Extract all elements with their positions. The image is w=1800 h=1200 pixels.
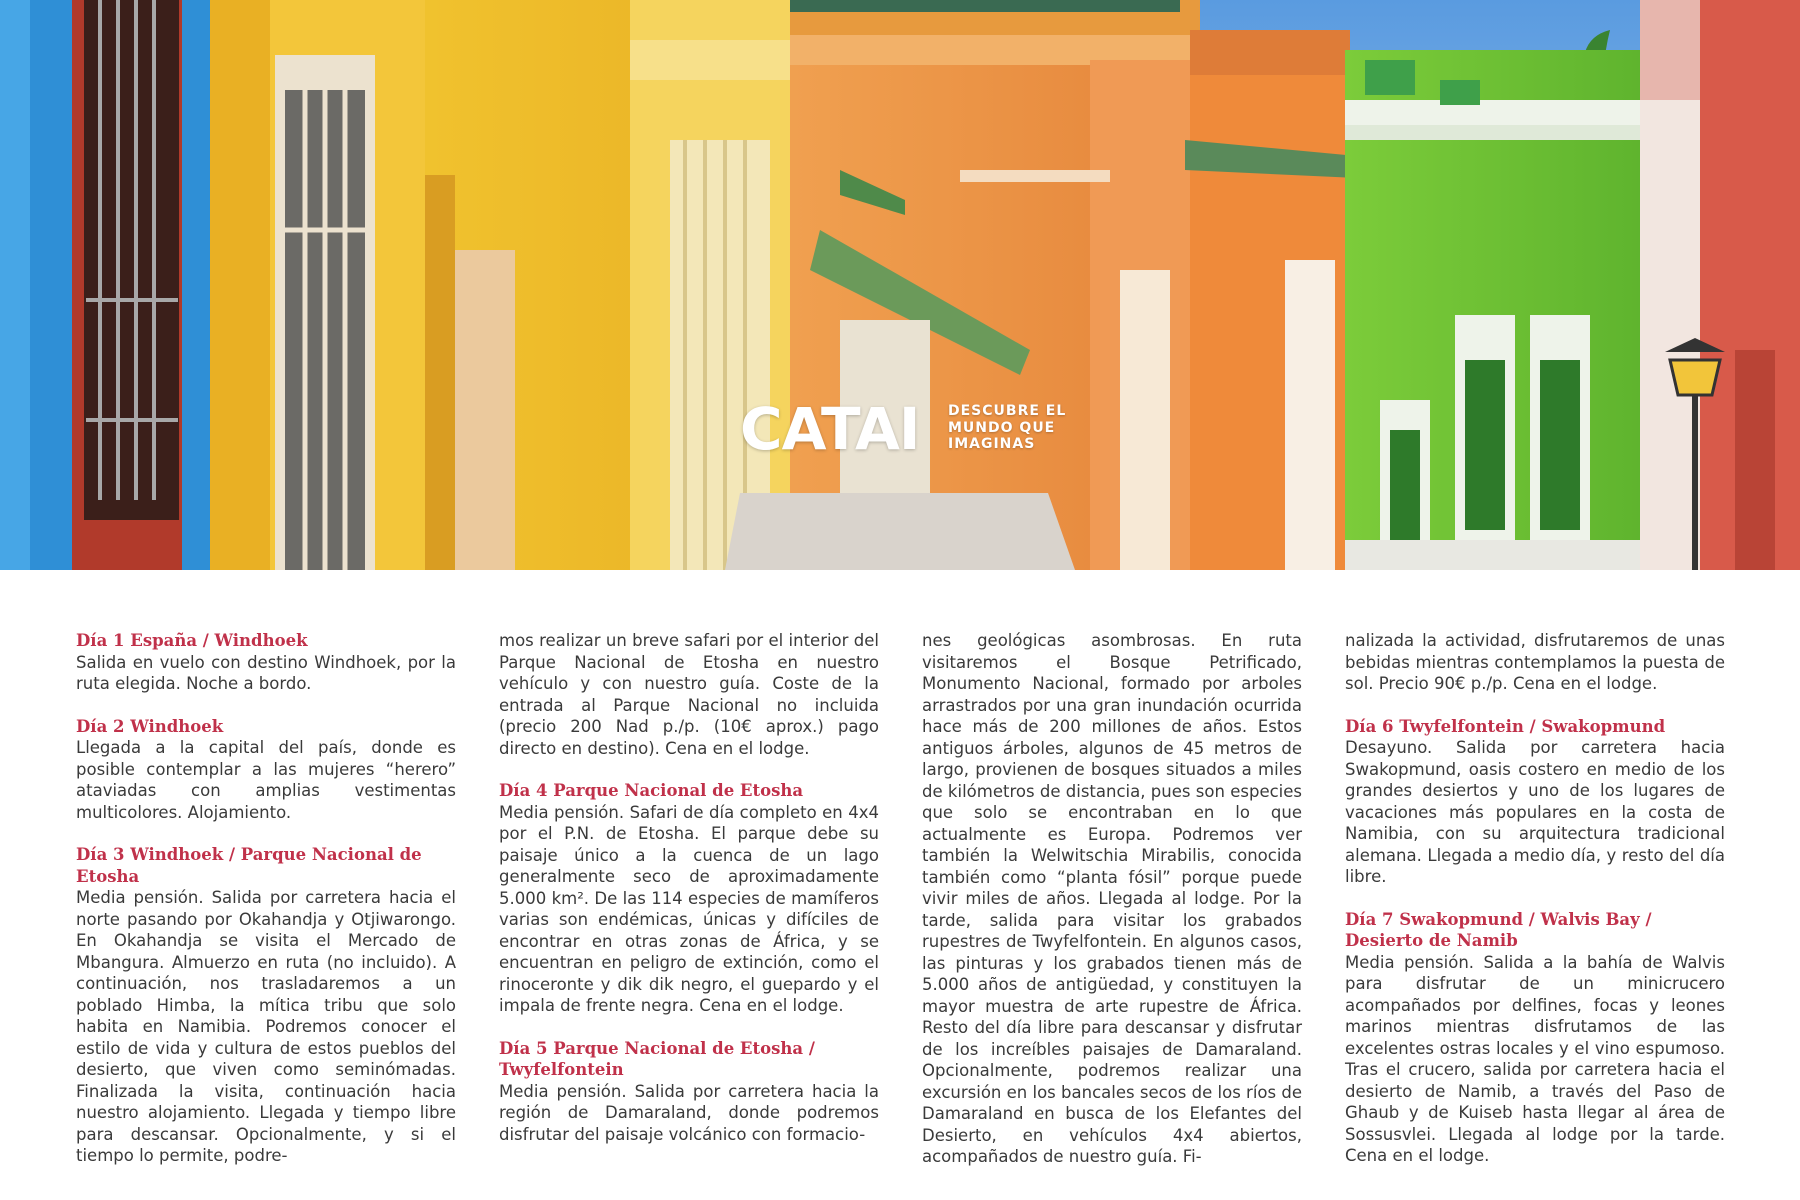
day-text: Media pensión. Salida a la bahía de Walvis para disfrutar de un minicrucero acompañados por delfines, focas y leones marinos mientras disfrutamos de las excelentes ostras locales y el vino espumoso. Tras el crucero, salida por carretera hacia el desierto de Namib, a través del Paso de Ghaub y de Kuiseb hasta llegar al área de Sossusvlei. Llegada al lodge por la tarde. Cena en el lodge. (1345, 952, 1725, 1165)
day-text: Llegada a la capital del país, donde es posible contemplar a las mujeres “herero” ataviadas con amplias vestimentas multicolores. Alojamiento. (76, 738, 456, 822)
day-text: Media pensión. Safari de día completo en 4x4 por el P.N. de Etosha. El parque debe su paisaje único a la cuenca de un lago generalmente seco de aproximadamente 5.000 km². De las 114 especies de mamíferos varias son endémicas, únicas y difíciles de encontrar en otras zonas de África, y se encuentran en peligro de extinción, como el rinoceronte y dik dik negro, el guepardo y el impala de frente negra. Cena en el lodge. (499, 802, 879, 1015)
tagline-line: MUNDO QUE (948, 419, 1056, 436)
day-heading: Día 6 Twyfelfontein / Swakopmund (1345, 716, 1666, 736)
continued-text: nalizada la actividad, disfrutaremos de unas bebidas mientras contemplamos la puesta de sol. Precio 90€ p./p. Cena en el lodge. (1345, 631, 1725, 693)
tagline-line: DESCUBRE EL (948, 403, 1067, 419)
day-text: Media pensión. Salida por carretera hacia la región de Damaraland, donde podremos disfrutar del paisaje volcánico con formacio- (499, 1081, 879, 1144)
day-heading: Día 1 España / Windhoek (76, 631, 308, 650)
day-heading: Día 7 Swakopmund / Walvis Bay / Desierto de Namib (1345, 909, 1652, 950)
day-text: Salida en vuelo con destino Windhoek, por la ruta elegida. Noche a bordo. (76, 652, 456, 693)
logo-text: CATAI (740, 395, 920, 463)
day-heading: Día 3 Windhoek / Parque Nacional de Etosha (76, 845, 422, 886)
day-heading: Día 2 Windhoek (76, 716, 224, 736)
continued-text: nes geológicas asombrosas. En ruta visitaremos el Bosque Petrificado, Monumento Nacional, formado por arboles arrastrados por una gran inundación ocurrida hace más de 200 millones de años. Estos antiguos árboles, algunos de 45 metros de largo, provienen de bosques situados a miles de kilómetros de distancia, pues son especies que solo se encontraban en lo que actualmente es Europa. Podremos ver también la Welwitschia Mirabilis, conocida también como “planta fósil” porque puede vivir miles de años. Llegada al lodge. Por la tarde, salida para visitar los grabados rupestres de Twyfelfontein. En algunos casos, las pinturas y los grabados tienen más de 5.000 años de antigüedad, y constituyen la mayor muestra de arte rupestre de África. Resto del día libre para descansar y disfrutar de los increíbles paisajes de Damaraland. Opcionalmente, podremos realizar una excursión en los bancales secos de los ríos de Damaraland en busca de los Elefantes del Desierto, en vehículos 4x4 abiertos, acompañados de nuestro guía. Fi- (922, 631, 1302, 1166)
day-text: Desayuno. Salida por carretera hacia Swakopmund, oasis costero en medio de los grandes desiertos y uno de los lugares de vacaciones más populares en la costa de Namibia, con su arquitectura tradicional alemana. Llegada a medio día, y resto del día libre. (1345, 738, 1725, 886)
itinerary-column-3 (922, 630, 1302, 1189)
day-block (76, 844, 456, 1167)
day-block (1345, 716, 1725, 888)
day-block (499, 780, 879, 1017)
brand-tagline (948, 403, 1098, 453)
day-heading: Día 4 Parque Nacional de Etosha (499, 781, 804, 800)
day-block (499, 1038, 879, 1146)
day-block (76, 630, 456, 695)
tagline-line: IMAGINAS (948, 436, 1036, 452)
itinerary-column-2 (499, 630, 879, 1166)
grey-wall (725, 493, 1075, 570)
continued-text: mos realizar un breve safari por el interior del Parque Nacional de Etosha en nuestro vehículo y con nuestro guía. Coste de la entrada al Parque Nacional no incluida (precio 200 Nad p./p. (10€ aprox.) pago directo en destino). Cena en el lodge. (499, 631, 879, 758)
itinerary-column-4 (1345, 630, 1725, 1188)
hero-image (0, 0, 1800, 570)
day-heading: Día 5 Parque Nacional de Etosha / Twyfelfontein (499, 1038, 815, 1079)
day-block (76, 716, 456, 824)
hero-illustration (0, 0, 1800, 570)
day-text: Media pensión. Salida por carretera hacia el norte pasando por Okahandja y Otjiwarongo. En Okahandja se visita el Mercado de Mbangura. Almuerzo en ruta (no incluido). A continuación, nos trasladaremos a un poblado Himba, la mítica tribu que solo habita en Namibia. Podremos conocer el estilo de vida y cultura de estos pueblos del desierto, que viven como seminómadas. Finalizada la visita, continuación hacia nuestro alojamiento. Llegada y tiempo libre para descansar. Opcionalmente, y si el tiempo lo permite, podre- (76, 888, 456, 1165)
day-block (1345, 909, 1725, 1167)
brand-logo (740, 395, 1070, 463)
itinerary-column-1 (76, 630, 456, 1188)
